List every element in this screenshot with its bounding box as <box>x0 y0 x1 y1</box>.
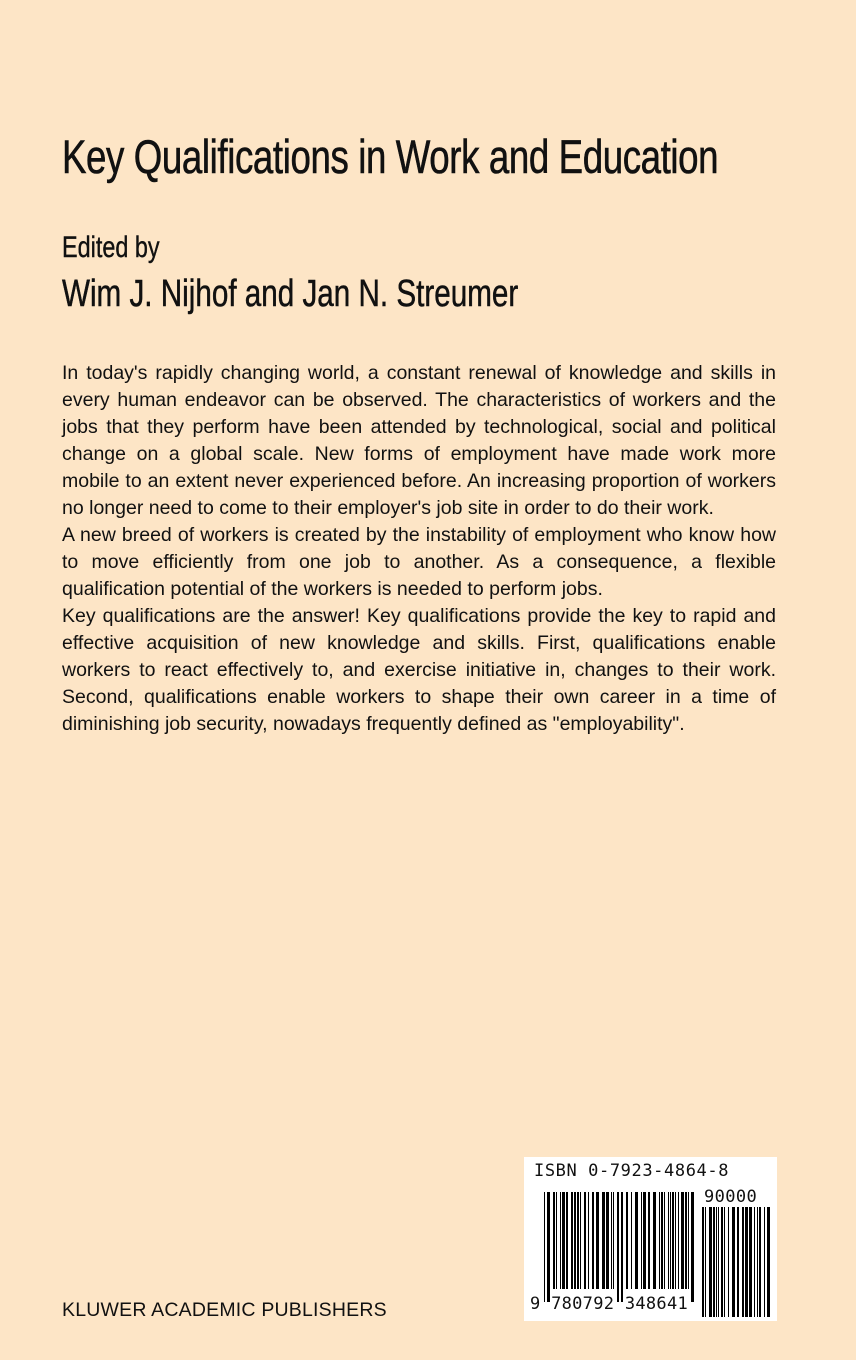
blurb-paragraph: In today's rapidly changing world, a constant renewal of knowledge and skills in every human endeavor can be observed. The characteristics of workers and the jobs that they perform have been attended by technological, social and political change on a global scale. New forms of employment have made work more mobile to an extent never experienced before. An increasing proportion of workers no longer need to come to their employer's job site in order to do their work. <box>62 362 776 519</box>
barcode-bar <box>606 1192 609 1289</box>
barcode-bar <box>718 1207 719 1317</box>
barcode-bar <box>745 1207 748 1317</box>
barcode-bar <box>754 1207 755 1317</box>
barcode-bar <box>547 1192 550 1302</box>
barcode-bar <box>670 1192 671 1289</box>
barcode-bar <box>668 1192 669 1289</box>
barcode-bar <box>737 1207 739 1317</box>
barcode-bar <box>688 1192 689 1289</box>
barcode-ean-digits: 9 780792 348641 <box>530 1294 689 1314</box>
barcode-bar <box>685 1192 687 1289</box>
barcode-bar <box>635 1192 638 1289</box>
barcode-bar <box>648 1192 650 1289</box>
barcode-bar <box>602 1192 605 1289</box>
barcode-bar <box>588 1192 589 1289</box>
barcode-bar <box>544 1192 545 1302</box>
barcode-box <box>524 1157 777 1321</box>
barcode-bar <box>713 1207 715 1317</box>
barcode-bar <box>764 1207 765 1317</box>
barcode-bar <box>571 1192 573 1289</box>
barcode-bar <box>643 1192 646 1289</box>
barcode-bar <box>664 1192 665 1289</box>
cover-title: Key Qualifications in Work and Education <box>62 130 719 183</box>
barcode-bar <box>613 1192 614 1289</box>
barcode-bar <box>611 1192 612 1289</box>
isbn-label: ISBN 0-7923-4864-8 <box>534 1161 730 1181</box>
barcode-bar <box>709 1207 712 1317</box>
editors-names: Wim J. Nijhof and Jan N. Streumer <box>62 273 519 315</box>
barcode-bar <box>661 1192 663 1289</box>
barcode-bar <box>675 1192 676 1289</box>
barcode-bar <box>732 1207 735 1317</box>
barcode-bar <box>556 1192 557 1289</box>
barcode-bar <box>742 1207 744 1317</box>
barcode-bar <box>759 1207 761 1317</box>
barcode-bar <box>621 1192 623 1302</box>
barcode-bar <box>721 1207 723 1317</box>
barcode-bar <box>617 1192 619 1302</box>
barcode-bar <box>659 1192 660 1289</box>
barcode-bar <box>724 1207 725 1317</box>
barcode-bar <box>678 1192 679 1289</box>
blurb <box>62 360 776 738</box>
barcode-bar <box>716 1207 717 1317</box>
barcode-bar <box>728 1207 729 1317</box>
barcode-bar <box>574 1192 576 1289</box>
barcode-bar <box>702 1207 704 1317</box>
barcode-bar <box>562 1192 565 1289</box>
barcode-bar <box>580 1192 581 1289</box>
barcode-bar <box>691 1192 694 1302</box>
barcode-bar <box>596 1192 599 1289</box>
barcode-bar <box>672 1192 674 1289</box>
barcode-bar <box>592 1192 594 1289</box>
blurb-paragraph: A new breed of workers is created by the instability of employment who know how to move efficiently from one job to another. As a consequence, a flexible qualification potential of the workers is needed to perform jobs. <box>62 524 776 600</box>
barcode-bar <box>757 1207 758 1317</box>
barcode-bar <box>631 1192 632 1289</box>
barcode-bar <box>626 1192 628 1289</box>
barcode-bar <box>560 1192 561 1289</box>
barcode-bar <box>767 1207 770 1317</box>
barcode-bar <box>749 1207 752 1317</box>
barcode-addon-digits: 90000 <box>704 1187 758 1207</box>
barcode-bar <box>653 1192 656 1289</box>
barcode-bar <box>584 1192 586 1289</box>
publisher-name: KLUWER ACADEMIC PUBLISHERS <box>62 1299 387 1321</box>
barcode-bar <box>553 1192 555 1289</box>
barcode-bar <box>641 1192 642 1289</box>
barcode-bar <box>681 1192 684 1289</box>
barcode-bar <box>577 1192 579 1289</box>
barcode-bar <box>566 1192 568 1289</box>
edited-by-label: Edited by <box>62 231 160 264</box>
blurb-paragraph: Key qualifications are the answer! Key qualifications provide the key to rapid and effective acquisition of new knowledge and skills. First, qualifications enable workers to react effectively to, and exercise initiative in, changes to their work. Second, qualifications enable workers to shape their own career in a time of diminishing job security, nowadays frequently defined as "employability". <box>62 605 776 735</box>
barcode-bar <box>705 1207 706 1317</box>
